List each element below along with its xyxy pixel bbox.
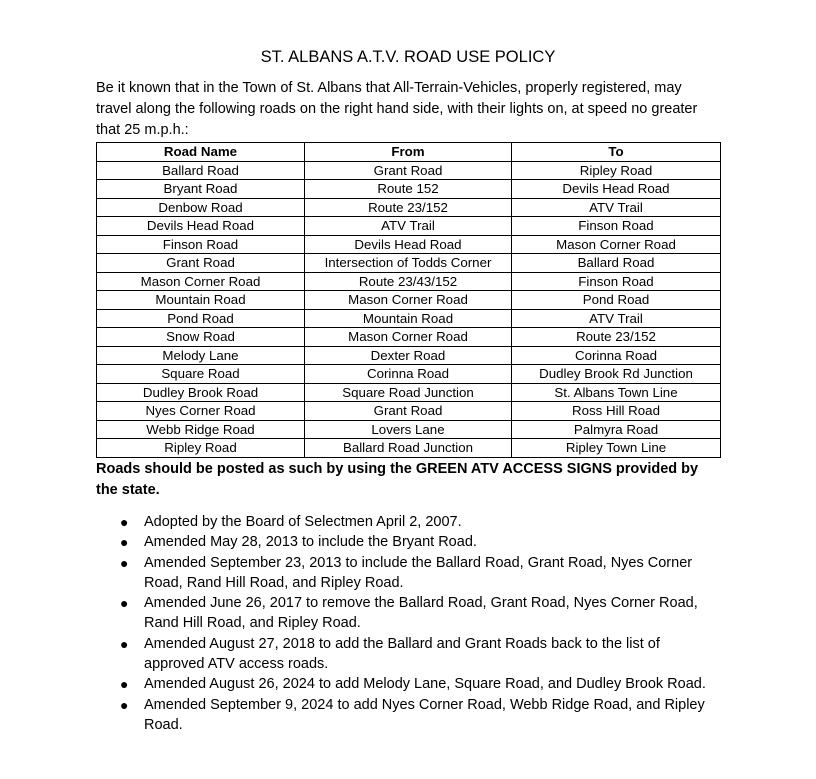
amendment-text: Amended September 23, 2013 to include the Ballard Road, Grant Road, Nyes Corner Road, Rand Hill Road, and Ripley Road. bbox=[144, 554, 693, 591]
bullet-icon: ● bbox=[120, 676, 129, 692]
cell-to: Dudley Brook Rd Junction bbox=[512, 365, 721, 384]
table-row bbox=[97, 365, 721, 384]
list-item bbox=[120, 532, 720, 552]
list-item bbox=[120, 593, 720, 633]
cell-road-name: Bryant Road bbox=[97, 180, 305, 199]
cell-to: Route 23/152 bbox=[512, 328, 721, 347]
cell-to: Ripley Town Line bbox=[512, 439, 721, 458]
table-row bbox=[97, 291, 721, 310]
cell-from: Grant Road bbox=[305, 402, 512, 421]
signage-notice: Roads should be posted as such by using the GREEN ATV ACCESS SIGNS provided by the state. bbox=[96, 460, 699, 498]
list-item bbox=[120, 553, 720, 593]
cell-from: Lovers Lane bbox=[305, 420, 512, 439]
table-row bbox=[97, 254, 721, 273]
cell-from: Corinna Road bbox=[305, 365, 512, 384]
table-row bbox=[97, 180, 721, 199]
cell-to: Finson Road bbox=[512, 217, 721, 236]
cell-road-name: Ballard Road bbox=[97, 161, 305, 180]
cell-road-name: Dudley Brook Road bbox=[97, 383, 305, 402]
table-row bbox=[97, 272, 721, 291]
page-title: ST. ALBANS A.T.V. ROAD USE POLICY bbox=[260, 48, 556, 66]
cell-to: Pond Road bbox=[512, 291, 721, 310]
bullet-icon: ● bbox=[120, 696, 129, 713]
document-page bbox=[96, 46, 720, 735]
cell-to: Corinna Road bbox=[512, 346, 721, 365]
cell-to: Devils Head Road bbox=[512, 180, 721, 199]
cell-from: Route 23/43/152 bbox=[305, 272, 512, 291]
cell-road-name: Melody Lane bbox=[97, 346, 305, 365]
cell-to: ATV Trail bbox=[512, 198, 721, 217]
cell-from: Dexter Road bbox=[305, 346, 512, 365]
cell-road-name: Mason Corner Road bbox=[97, 272, 305, 291]
bullet-icon: ● bbox=[120, 595, 129, 611]
cell-road-name: Mountain Road bbox=[97, 291, 305, 310]
amendment-text: Amended May 28, 2013 to include the Bryant Road. bbox=[144, 534, 477, 550]
amendment-text: Amended August 27, 2018 to add the Ballard and Grant Roads back to the list of approved ATV access roads. bbox=[144, 635, 660, 672]
cell-road-name: Snow Road bbox=[97, 328, 305, 347]
cell-from: Intersection of Todds Corner bbox=[305, 254, 512, 273]
column-header-to: To bbox=[512, 143, 721, 162]
cell-to: Palmyra Road bbox=[512, 420, 721, 439]
amendment-text: Amended September 9, 2024 to add Nyes Corner Road, Webb Ridge Road, and Ripley Road. bbox=[144, 696, 705, 733]
bullet-icon: ● bbox=[120, 513, 129, 530]
cell-to: ATV Trail bbox=[512, 309, 721, 328]
bullet-icon: ● bbox=[120, 554, 129, 571]
table-row bbox=[97, 161, 721, 180]
list-item bbox=[120, 634, 720, 674]
cell-road-name: Devils Head Road bbox=[97, 217, 305, 236]
cell-to: Finson Road bbox=[512, 272, 721, 291]
table-body bbox=[97, 161, 721, 457]
cell-from: Grant Road bbox=[305, 161, 512, 180]
cell-road-name: Nyes Corner Road bbox=[97, 402, 305, 421]
cell-to: Ross Hill Road bbox=[512, 402, 721, 421]
list-item bbox=[120, 512, 720, 532]
cell-road-name: Grant Road bbox=[97, 254, 305, 273]
amendment-text: Adopted by the Board of Selectmen April 2, 2007. bbox=[144, 513, 462, 530]
column-header-road-name: Road Name bbox=[97, 143, 305, 162]
cell-from: Devils Head Road bbox=[305, 235, 512, 254]
amendment-text: Amended June 26, 2017 to remove the Ballard Road, Grant Road, Nyes Corner Road, Rand Hill Road, and Ripley Road. bbox=[144, 595, 698, 631]
cell-road-name: Square Road bbox=[97, 365, 305, 384]
cell-from: Mason Corner Road bbox=[305, 291, 512, 310]
bullet-icon: ● bbox=[120, 635, 129, 652]
table-row bbox=[97, 383, 721, 402]
cell-to: Mason Corner Road bbox=[512, 235, 721, 254]
column-header-from: From bbox=[305, 143, 512, 162]
list-item bbox=[120, 674, 720, 694]
table-row bbox=[97, 439, 721, 458]
table-header-row bbox=[97, 143, 721, 162]
intro-paragraph: Be it known that in the Town of St. Albans that All-Terrain-Vehicles, properly registered, may travel along the following roads on the right hand side, with their lights on, at speed no greater that 25 m.p.h.: bbox=[96, 80, 698, 138]
table-row bbox=[97, 346, 721, 365]
table-row bbox=[97, 328, 721, 347]
cell-from: Square Road Junction bbox=[305, 383, 512, 402]
cell-from: Route 23/152 bbox=[305, 198, 512, 217]
table-row bbox=[97, 235, 721, 254]
cell-road-name: Ripley Road bbox=[97, 439, 305, 458]
cell-from: ATV Trail bbox=[305, 217, 512, 236]
table-row bbox=[97, 217, 721, 236]
cell-road-name: Denbow Road bbox=[97, 198, 305, 217]
cell-from: Route 152 bbox=[305, 180, 512, 199]
cell-from: Ballard Road Junction bbox=[305, 439, 512, 458]
cell-from: Mason Corner Road bbox=[305, 328, 512, 347]
bullet-icon: ● bbox=[120, 534, 129, 550]
amendment-list bbox=[96, 512, 720, 735]
table-row bbox=[97, 198, 721, 217]
table-row bbox=[97, 309, 721, 328]
amendment-text: Amended August 26, 2024 to add Melody Lane, Square Road, and Dudley Brook Road. bbox=[144, 676, 706, 692]
table-row bbox=[97, 402, 721, 421]
cell-from: Mountain Road bbox=[305, 309, 512, 328]
cell-road-name: Pond Road bbox=[97, 309, 305, 328]
cell-road-name: Finson Road bbox=[97, 235, 305, 254]
cell-road-name: Webb Ridge Road bbox=[97, 420, 305, 439]
road-table bbox=[96, 142, 721, 458]
cell-to: St. Albans Town Line bbox=[512, 383, 721, 402]
cell-to: Ballard Road bbox=[512, 254, 721, 273]
cell-to: Ripley Road bbox=[512, 161, 721, 180]
list-item bbox=[120, 695, 720, 735]
table-row bbox=[97, 420, 721, 439]
